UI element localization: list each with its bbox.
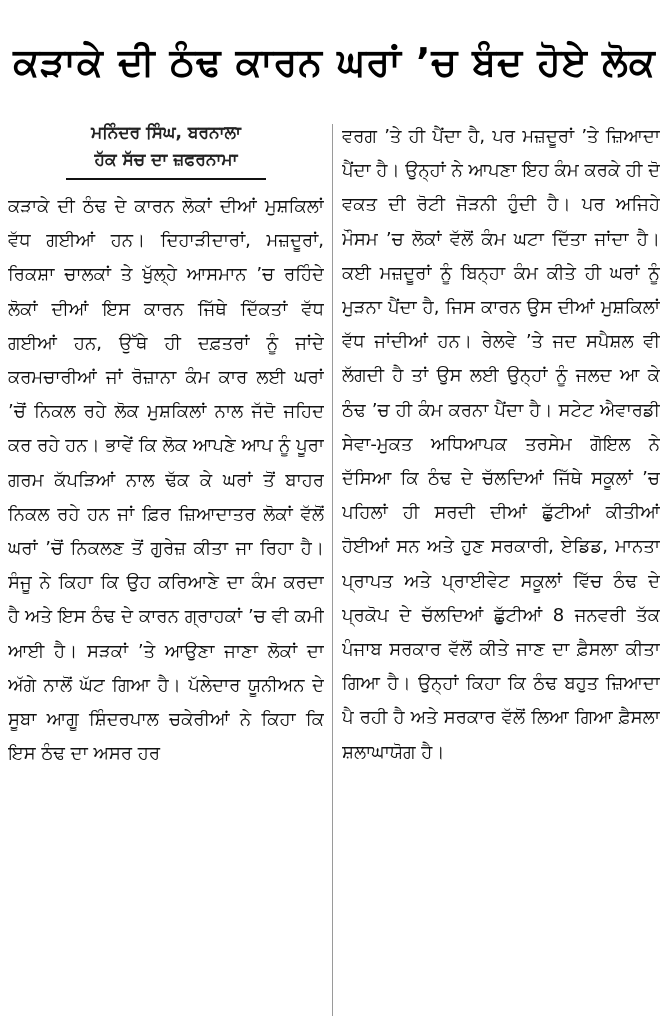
byline-publication: ਹੱਕ ਸੱਚ ਦਾ ਜ਼ਫਰਨਾਮਾ [94,150,238,170]
article-column-right [342,120,660,1018]
column-divider [332,124,333,1016]
article-text-right: ਵਰਗ ’ਤੇ ਹੀ ਪੈਂਦਾ ਹੈ, ਪਰ ਮਜ਼ਦੂਰਾਂ ’ਤੇ ਜ਼ਿਆਦਾ ਪੈਂਦਾ ਹੈ। ਉਨ੍ਹਾਂ ਨੇ ਆਪਣਾ ਇਹ ਕੰਮ ਕਰਕੇ ਹੀ ਦੋ ਵਕਤ ਦੀ ਰੋਟੀ ਜੋੜਨੀ ਹੁੰਦੀ ਹੈ। ਪਰ ਅਜਿਹੇ ਮੌਸਮ ’ਚ ਲੋਕਾਂ ਵੱਲੋਂ ਕੰਮ ਘਟਾ ਦਿੱਤਾ ਜਾਂਦਾ ਹੈ। ਕਈ ਮਜ਼ਦੂਰਾਂ ਨੂੰ ਬਿਨ੍ਹਾ ਕੰਮ ਕੀਤੇ ਹੀ ਘਰਾਂ ਨੂੰ ਮੁੜਨਾ ਪੈਂਦਾ ਹੈ, ਜਿਸ ਕਾਰਨ ਉਸ ਦੀਆਂ ਮੁਸ਼ਕਿਲਾਂ ਵੱਧ ਜਾਂਦੀਆਂ ਹਨ। ਰੇਲਵੇ ’ਤੇ ਜਦ ਸਪੈਸ਼ਲ ਵੀ ਲੱਗਦੀ ਹੈ ਤਾਂ ਉਸ ਲਈ ਉਨ੍ਹਾਂ ਨੂੰ ਜਲਦ ਆ ਕੇ ਠੰਢ ’ਚ ਹੀ ਕੰਮ ਕਰਨਾ ਪੈਂਦਾ ਹੈ। ਸਟੇਟ ਐਵਾਰਡੀ ਸੇਵਾ-ਮੁਕਤ ਅਧਿਆਪਕ ਤਰਸੇਮ ਗੋਇਲ ਨੇ ਦੱਸਿਆ ਕਿ ਠੰਢ ਦੇ ਚੱਲਦਿਆਂ ਜਿੱਥੇ ਸਕੂਲਾਂ ’ਚ ਪਹਿਲਾਂ ਹੀ ਸਰਦੀ ਦੀਆਂ ਛੁੱਟੀਆਂ ਕੀਤੀਆਂ ਹੋਈਆਂ ਸਨ ਅਤੇ ਹੁਣ ਸਰਕਾਰੀ, ਏਡਿਡ, ਮਾਨਤਾ ਪ੍ਰਾਪਤ ਅਤੇ ਪ੍ਰਾਈਵੇਟ ਸਕੂਲਾਂ ਵਿੱਚ ਠੰਢ ਦੇ ਪ੍ਰਕੋਪ ਦੇ ਚੱਲਦਿਆਂ ਛੁੱਟੀਆਂ 8 ਜਨਵਰੀ ਤੱਕ ਪੰਜਾਬ ਸਰਕਾਰ ਵੱਲੋਂ ਕੀਤੇ ਜਾਣ ਦਾ ਫ਼ੈਸਲਾ ਕੀਤਾ ਗਿਆ ਹੈ। ਉਨ੍ਹਾਂ ਕਿਹਾ ਕਿ ਠੰਢ ਬਹੁਤ ਜ਼ਿਆਦਾ ਪੈ ਰਹੀ ਹੈ ਅਤੇ ਸਰਕਾਰ ਵੱਲੋਂ ਲਿਆ ਗਿਆ ਫ਼ੈਸਲਾ ਸ਼ਲਾਘਾਯੋਗ ਹੈ। [342,126,660,763]
byline-divider [66,178,266,180]
headline: ਕੜਾਕੇ ਦੀ ਠੰਢ ਕਾਰਨ ਘਰਾਂ ’ਚ ਬੰਦ ਹੋਏ ਲੋਕ [13,40,656,84]
byline-author: ਮਨਿੰਦਰ ਸਿੰਘ, ਬਰਨਾਲਾ [91,123,241,143]
article-text-left: ਕੜਾਕੇ ਦੀ ਠੰਢ ਦੇ ਕਾਰਨ ਲੋਕਾਂ ਦੀਆਂ ਮੁਸ਼ਕਿਲਾਂ ਵੱਧ ਗਈਆਂ ਹਨ। ਦਿਹਾੜੀਦਾਰਾਂ, ਮਜ਼ਦੂਰਾਂ, ਰਿਕਸ਼ਾ ਚਾਲਕਾਂ ਤੇ ਖੁੱਲ੍ਹੇ ਆਸਮਾਨ ’ਚ ਰਹਿੰਦੇ ਲੋਕਾਂ ਦੀਆਂ ਇਸ ਕਾਰਨ ਜਿੱਥੇ ਦਿੱਕਤਾਂ ਵੱਧ ਗਈਆਂ ਹਨ, ਉੱਥੇ ਹੀ ਦਫ਼ਤਰਾਂ ਨੂੰ ਜਾਂਦੇ ਕਰਮਚਾਰੀਆਂ ਜਾਂ ਰੋਜ਼ਾਨਾ ਕੰਮ ਕਾਰ ਲਈ ਘਰਾਂ ’ਚੋਂ ਨਿਕਲ ਰਹੇ ਲੋਕ ਮੁਸ਼ਕਿਲਾਂ ਨਾਲ ਜੱਦੋ ਜਹਿਦ ਕਰ ਰਹੇ ਹਨ। ਭਾਵੇਂ ਕਿ ਲੋਕ ਆਪਣੇ ਆਪ ਨੂੰ ਪੂਰਾ ਗਰਮ ਕੱਪੜਿਆਂ ਨਾਲ ਢੱਕ ਕੇ ਘਰਾਂ ਤੋਂ ਬਾਹਰ ਨਿਕਲ ਰਹੇ ਹਨ ਜਾਂ ਫ਼ਿਰ ਜ਼ਿਆਦਾਤਰ ਲੋਕਾਂ ਵੱਲੋਂ ਘਰਾਂ ’ਚੋਂ ਨਿਕਲਣ ਤੋਂ ਗੁਰੇਜ਼ ਕੀਤਾ ਜਾ ਰਿਹਾ ਹੈ। ਸੰਜੂ ਨੇ ਕਿਹਾ ਕਿ ਉਹ ਕਰਿਆਣੇ ਦਾ ਕੰਮ ਕਰਦਾ ਹੈ ਅਤੇ ਇਸ ਠੰਢ ਦੇ ਕਾਰਨ ਗ੍ਰਾਹਕਾਂ ’ਚ ਵੀ ਕਮੀ ਆਈ ਹੈ। ਸੜਕਾਂ ’ਤੇ ਆਉਣਾ ਜਾਣਾ ਲੋਕਾਂ ਦਾ ਅੱਗੇ ਨਾਲੋਂ ਘੱਟ ਗਿਆ ਹੈ। ਪੱਲੇਦਾਰ ਯੂਨੀਅਨ ਦੇ ਸੂਬਾ ਆਗੂ ਸ਼ਿੰਦਰਪਾਲ ਚਕੇਰੀਆਂ ਨੇ ਕਿਹਾ ਕਿ ਇਸ ਠੰਢ ਦਾ ਅਸਰ ਹਰ [8,196,324,765]
article-column-left [8,120,324,1018]
